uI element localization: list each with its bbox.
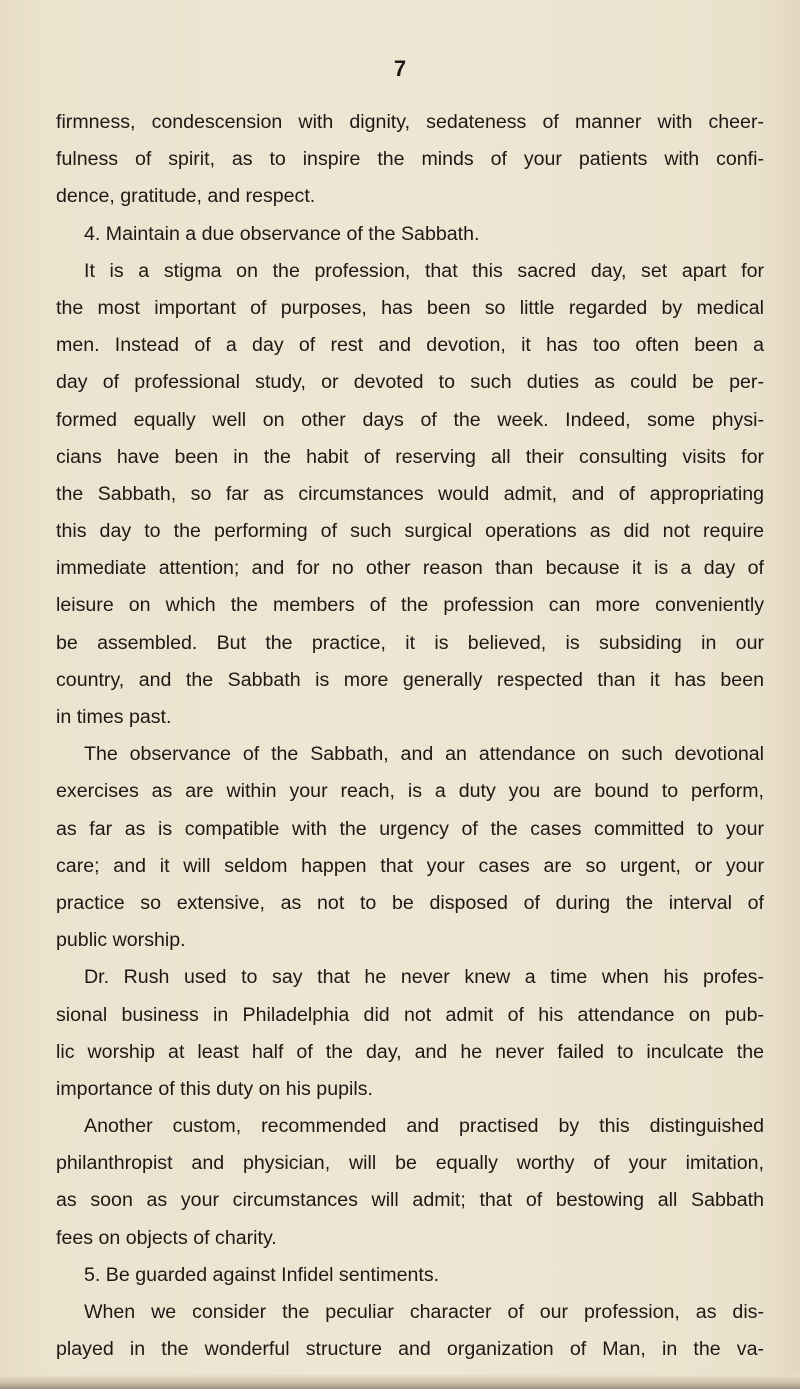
text-line: dence, gratitude, and respect. xyxy=(56,185,316,208)
text-line: fees on objects of charity. xyxy=(56,1226,277,1249)
text-line: importance of this duty on his pupils. xyxy=(56,1077,373,1100)
text-line: cians have been in the habit of reserving all their consulting visits for xyxy=(56,445,764,468)
text-line: care; and it will seldom happen that your cases are so urgent, or your xyxy=(56,854,764,877)
text-line: firmness, condescension with dignity, sedateness of manner with cheer- xyxy=(56,111,764,133)
text-line: as soon as your circumstances will admit; that of bestowing all Sabbath xyxy=(56,1189,764,1212)
text-line: It is a stigma on the profession, that this sacred day, set apart for xyxy=(84,259,764,282)
text-line: exercises as are within your reach, is a duty you are bound to perform, xyxy=(56,780,764,803)
text-line: the Sabbath, so far as circumstances would admit, and of appropriating xyxy=(56,482,764,505)
text-line: When we consider the peculiar character of our profession, as dis- xyxy=(84,1301,764,1323)
text-line: formed equally well on other days of the week. Indeed, some physi- xyxy=(56,408,764,431)
text-line: practice so extensive, as not to be disposed of during the interval of xyxy=(56,891,764,914)
text-line: men. Instead of a day of rest and devotion, it has too often been a xyxy=(56,334,764,357)
body-text xyxy=(56,104,764,1368)
text-line: the most important of purposes, has been so little regarded by medical xyxy=(56,296,764,319)
text-line: 4. Maintain a due observance of the Sabbath. xyxy=(84,222,480,245)
text-line: leisure on which the members of the profession can more conveniently xyxy=(56,594,764,617)
text-line: as far as is compatible with the urgency of the cases committed to your xyxy=(56,817,764,840)
text-line: lic worship at least half of the day, and he never failed to inculcate the xyxy=(56,1040,764,1063)
text-line: country, and the Sabbath is more generally respected than it has been xyxy=(56,668,764,691)
text-line: be assembled. But the practice, it is believed, is subsiding in our xyxy=(56,631,764,654)
text-line: Another custom, recommended and practised by this distinguished xyxy=(84,1115,764,1138)
text-line: immediate attention; and for no other reason than because it is a day of xyxy=(56,557,764,580)
page-number: 7 xyxy=(393,56,407,81)
text-line: public worship. xyxy=(56,929,186,952)
page-edge xyxy=(0,1375,800,1389)
text-line: The observance of the Sabbath, and an attendance on such devotional xyxy=(84,743,764,766)
text-line: sional business in Philadelphia did not admit of his attendance on pub- xyxy=(56,1003,764,1026)
text-line: this day to the performing of such surgical operations as did not require xyxy=(56,520,764,543)
text-line: in times past. xyxy=(56,706,172,728)
text-line: philanthropist and physician, will be equally worthy of your imitation, xyxy=(56,1152,764,1175)
text-line: Dr. Rush used to say that he never knew a time when his profes- xyxy=(84,966,764,989)
text-line: 5. Be guarded against Infidel sentiments. xyxy=(84,1263,440,1286)
text-line: fulness of spirit, as to inspire the minds of your patients with confi- xyxy=(56,148,764,171)
text-line: day of professional study, or devoted to such duties as could be per- xyxy=(56,371,764,394)
text-line: played in the wonderful structure and organization of Man, in the va- xyxy=(56,1338,764,1361)
